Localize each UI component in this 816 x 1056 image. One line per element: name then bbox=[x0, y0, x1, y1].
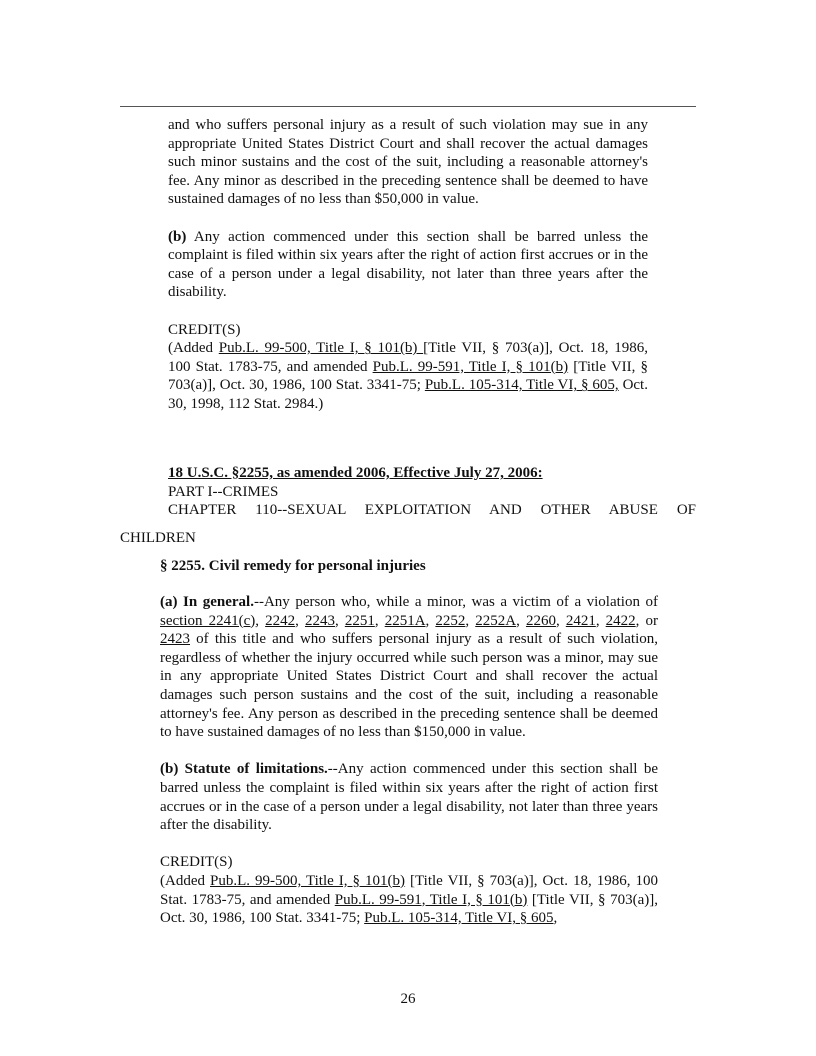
credits-heading: CREDIT(S) bbox=[160, 854, 233, 871]
prior-version-block bbox=[168, 116, 648, 414]
section-link[interactable]: 2251 bbox=[344, 612, 375, 629]
subsection-b bbox=[160, 760, 658, 834]
section-link[interactable]: 2422 bbox=[605, 612, 636, 629]
subsection-a-text: of this title and who suffers personal injury as a result of such violation, regardless of whether the injury occurred while such person was a minor, may sue in any appropriate United States District Court and shall recover the actual damages such person sustains and the cost of the suit, including a reasonable attorney's fee. Any person as described in the preceding sentence shall be deemed to have sustained damages of no less than $150,000 in value. bbox=[160, 631, 658, 741]
chapter-line-continued: CHILDREN bbox=[120, 530, 196, 546]
section-link[interactable]: 2252 bbox=[435, 612, 466, 629]
credit-text: [Title VII, § 703(a)], Oct. 18, 1986, 100 Stat. 1783-75, and amended bbox=[160, 872, 658, 908]
subsection-b-old bbox=[168, 228, 648, 302]
subsection-b-text: --Any action commenced under this section shall be barred unless the complaint is filed within six years after the right of action first accrues or in the case of a person under a legal disability, not later than three years after the disability. bbox=[160, 761, 658, 834]
subsection-a-label: (a) In general. bbox=[160, 594, 254, 610]
page-number: 26 bbox=[400, 991, 416, 1007]
citation-link[interactable]: Pub.L. 99-591, Title I, § 101(b) bbox=[372, 358, 569, 375]
chapter-line: CHAPTER 110--SEXUAL EXPLOITATION AND OTHER ABUSE OF bbox=[168, 502, 696, 519]
section-link[interactable]: 2251A bbox=[384, 612, 426, 629]
credit-text: [Title VII, § 703(a)], Oct. 30, 1986, 100 Stat. 3341-75; bbox=[168, 358, 648, 394]
amended-heading-text: 18 U.S.C. §2255, as amended 2006, Effective July 27, 2006: bbox=[168, 465, 543, 481]
section-link[interactable]: 2423 bbox=[160, 631, 190, 648]
credit-text: , bbox=[553, 910, 558, 927]
subsection-b-label: (b) bbox=[168, 228, 187, 245]
subsection-a: (a) In general.--Any person who, while a minor, was a victim of a violation of section 2241(c), 2242, 2243, 2251, 2251A, 2252, 2252A, 2260, 2421, 2422, or 2423 of this title and who suffers personal injury as a result of such violation, regardless of whether the injury occurred while such person was a minor, may sue in any appropriate United States District Court and shall recover the actual damages such person sustains and the cost of the suit, including a reasonable attorney's fee. Any person as described in the preceding sentence shall be deemed to have sustained damages of no less than $150,000 in value. bbox=[160, 594, 659, 741]
citation-link[interactable]: Pub.L. 99-500, Title I, § 101(b) bbox=[210, 872, 406, 889]
continued-paragraph: and who suffers personal injury as a result of such violation may sue in any appropriate United States District Court and shall recover the actual damages such minor sustains and the cost of the suit, including a reasonable attorney's fee. Any minor as described in the preceding sentence shall be deemed to have sustained damages of no less than $50,000 in value. bbox=[168, 117, 648, 208]
header-rule bbox=[120, 106, 696, 107]
section-link[interactable]: section 2241(c) bbox=[160, 612, 256, 629]
amended-heading bbox=[168, 464, 696, 483]
amended-statute-header bbox=[168, 464, 696, 520]
citation-link[interactable]: Pub.L. 99-500, Title I, § 101(b) bbox=[218, 340, 424, 357]
credit-text: [Title VII, § 703(a)], Oct. 18, 1986, 100 Stat. 1783-75, and amended bbox=[168, 340, 648, 375]
credits-paragraph bbox=[160, 872, 658, 928]
subsection-b-text: Any action commenced under this section shall be barred unless the complaint is filed within six years after the right of action first accrues or in the case of a person under a legal disability, not later than three years after the disability. bbox=[168, 228, 648, 301]
section-link[interactable]: 2243 bbox=[304, 612, 335, 629]
credits-heading: CREDIT(S) bbox=[168, 321, 241, 338]
section-title: § 2255. Civil remedy for personal injuries bbox=[160, 558, 426, 574]
credits-paragraph bbox=[168, 339, 648, 413]
subsection-b-label: (b) Statute of limitations. bbox=[160, 761, 328, 778]
section-link[interactable]: 2421 bbox=[565, 612, 596, 629]
credit-text: (Added bbox=[160, 872, 210, 889]
citation-link[interactable]: Pub.L. 105-314, Title VI, § 605, bbox=[424, 377, 619, 394]
part-line: PART I--CRIMES bbox=[168, 483, 279, 500]
section-link[interactable]: 2252A bbox=[475, 612, 517, 629]
section-link[interactable]: 2242 bbox=[265, 612, 296, 629]
citation-link[interactable]: Pub.L. 105-314, Title VI, § 605 bbox=[364, 910, 554, 927]
credit-text: (Added bbox=[168, 340, 219, 357]
credit-text: Oct. 30, 1998, 112 Stat. 2984.) bbox=[168, 377, 648, 412]
amended-body bbox=[160, 593, 658, 928]
section-link[interactable]: 2260 bbox=[525, 612, 556, 629]
citation-link[interactable]: Pub.L. 99-591, Title I, § 101(b) bbox=[334, 891, 528, 908]
subsection-a-text: --Any person who, while a minor, was a victim of a violation of bbox=[253, 594, 658, 610]
credit-text: [Title VII, § 703(a)], Oct. 30, 1986, 100 Stat. 3341-75; bbox=[160, 891, 658, 927]
